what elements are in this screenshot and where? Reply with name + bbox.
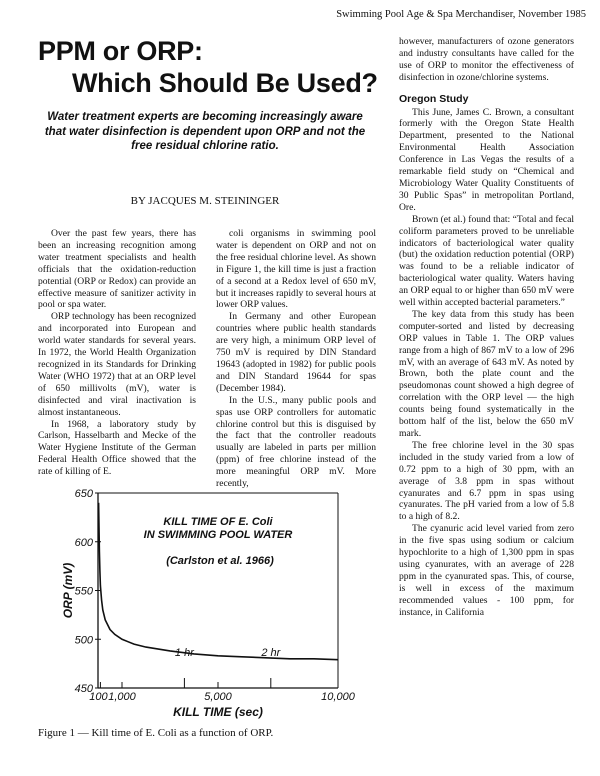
x-tick-label: 1,000 xyxy=(108,691,136,703)
y-tick-label: 500 xyxy=(74,634,93,647)
annotation-label: 2 hr xyxy=(261,646,281,659)
paragraph: ORP technology has been recognized and incorporated into European and world water standards for several years. In 1972, the World Health Organization recognized in its Standards for Drinking Water (WHO 1972) that at an ORP level of 650 millivolts (mV), water is disinfected and viral inactivation is almost instantaneous. xyxy=(38,311,196,418)
paragraph: coli organisms in swimming pool water is dependent on ORP and not on the free residual chlorine level. As shown in Figure 1, the kill time is just a fraction of a second at a Redox level of 650 mV, but it increases rapidly to several hours at lower ORP values. xyxy=(216,228,376,311)
paragraph: The cyanuric acid level varied from zero in the five spas using sodium or calcium hypochlorite to a high of 1,300 ppm in spas using cyanurates, with an average of 228 ppm in the cyanurated spas. This, of course, is well in excess of the maximum recommended values - 100 ppm, for instance, in California xyxy=(399,523,574,618)
paragraph: The key data from this study has been computer-sorted and listed by decreasing ORP values in Table 1. The ORP values range from a high of 867 mV to a low of 296 mV, with an average of 643 mV. As noted by Brown, both the plate count and the pseudomonas count showed a high degree of correlation with the ORP level — the high counts being found systematically in the bottom half of the list, below the 650 mV mark. xyxy=(399,308,574,439)
kill-time-chart xyxy=(58,488,355,720)
y-axis-label: ORP (mV) xyxy=(61,562,75,619)
paragraph: Brown (et al.) found that: “Total and fecal coliform parameters proved to be unreliable indicators of bacteriological water quality (but) the oxidation reduction potential (ORP) was found to be a reliable indicator of bacteriological water quality. Waters having an ORP equal to or higher than 650 mV were well within accepted bacterial parameters.” xyxy=(399,213,574,309)
text-column-1 xyxy=(38,228,196,478)
paragraph: Over the past few years, there has been an increasing recognition among water treatment specialists and health officials that the oxidation-reduction potential (ORP or Redox) can provide an effective measure of sanitizer activity in pool or spa water. xyxy=(38,228,196,311)
annotation-label: 1 hr xyxy=(174,646,194,659)
x-tick-label: 10,000 xyxy=(321,691,355,703)
section-heading: Oregon Study xyxy=(399,92,469,105)
x-axis-label: KILL TIME (sec) xyxy=(173,705,263,719)
paragraph: In 1968, a laboratory study by Carlson, Hasselbarth and Mecke of the Water Hygiene Institute of the German Federal Health Office showed that the rate of killing of E. xyxy=(38,418,196,478)
y-tick-label: 550 xyxy=(74,585,93,598)
paragraph: This June, James C. Brown, a consultant formerly with the Oregon State Health Department, presented to the National Environmental Health Association Conference in Las Vegas the results of a remarkable field study on “Chemical and Microbiology Water Quality Constituents of 30 Public Spas” in metropolitan Portland, Ore. xyxy=(399,106,574,213)
x-tick-label: 5,000 xyxy=(204,691,232,703)
paragraph: In Germany and other European countries where public health standards are very high, a minimum ORP level of 750 mV is required by DIN Standard 19643 (adopted in 1982) for public pools and DIN Standard 19644 for spas (December 1984). xyxy=(216,311,376,394)
paragraph: In the U.S., many public pools and spas use ORP controllers for automatic chlorine control but this is disguised by the fact that the controller readouts usually are labeled in parts per million (ppm) of free chlorine instead of the more meaningful ORP mV. More recently, xyxy=(216,394,376,490)
byline: BY JACQUES M. STEININGER xyxy=(130,195,280,207)
figure-caption: Figure 1 — Kill time of E. Coli as a function of ORP. xyxy=(38,727,274,739)
paragraph: however, manufacturers of ozone generators and industry consultants have called for the use of ORP to monitor the effectiveness of disinfection in ozone/chlorine systems. xyxy=(399,36,574,83)
chart-title-line-2: IN SWIMMING POOL WATER xyxy=(143,529,293,541)
text-column-3 xyxy=(399,36,574,619)
text-column-2 xyxy=(216,228,376,490)
x-tick-label: 100 xyxy=(89,691,108,703)
paragraph: The free chlorine level in the 30 spas included in the study varied from a low of 0.72 ppm to a high of 30 ppm, with an average of 3.8 ppm in spas without cyanurates and 6.7 ppm in spas using cyanurates. The pH varied from a low of 5.8 to a high of 8.2. xyxy=(399,439,574,523)
y-tick-label: 600 xyxy=(74,536,93,549)
article-title-line-2: Which Should Be Used? xyxy=(72,68,378,98)
y-tick-label: 450 xyxy=(74,683,93,695)
article-title-line-1: PPM or ORP: xyxy=(38,36,203,66)
chart-subtitle: (Carlston et al. 1966) xyxy=(166,555,274,567)
y-tick-label: 650 xyxy=(74,488,93,500)
page-header: Swimming Pool Age & Spa Merchandiser, November 1985 xyxy=(336,9,586,20)
chart-title-line-1: KILL TIME OF E. Coli xyxy=(163,516,273,528)
article-subhead: Water treatment experts are becoming increasingly aware that water disinfection is dependent upon ORP and not the free residual chlorine ratio. xyxy=(44,111,366,152)
